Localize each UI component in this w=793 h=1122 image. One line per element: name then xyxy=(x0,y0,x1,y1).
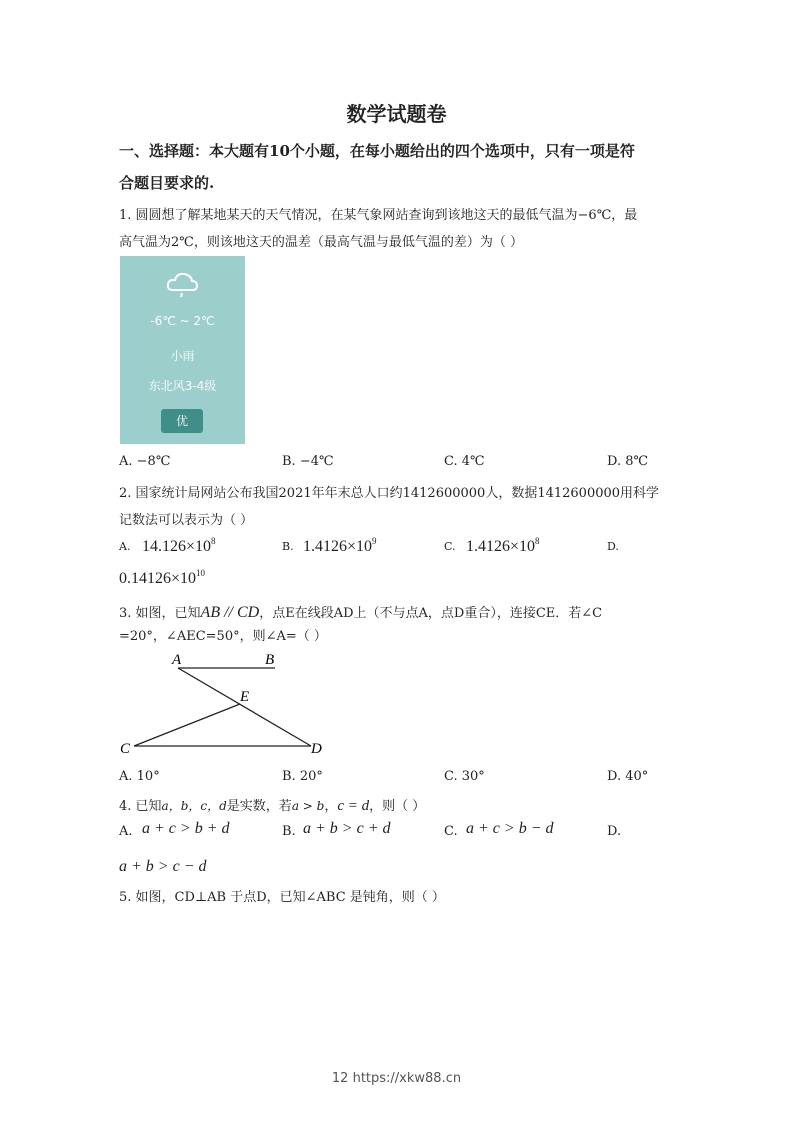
section-heading-line1: 一、选择题：本大题有10个小题，在每小题给出的四个选项中，只有一项是符 xyxy=(119,142,635,160)
segment-ce xyxy=(134,704,240,746)
q2-option-c-label: C. xyxy=(444,540,456,553)
q4-option-c-label: C. xyxy=(444,824,458,839)
q4-option-d-label: D. xyxy=(607,824,622,839)
q3-text-line2: =20°，∠AEC=50°，则∠A=（ ） xyxy=(119,629,327,644)
q2-text-line1: 2. 国家统计局网站公布我国2021年年末总人口约1412600000人，数据1412600000用科学 xyxy=(119,486,660,501)
q2-text-line2: 记数法可以表示为（ ） xyxy=(119,513,254,528)
rain-cloud-icon xyxy=(165,270,199,304)
q3-option-c: C. 30° xyxy=(444,769,485,784)
q2-option-c: $1.4126\times 10^8$ xyxy=(466,536,540,555)
air-quality-badge: 优 xyxy=(161,409,203,433)
q2-option-a: $14.126\times 10^8$ xyxy=(142,536,216,555)
q1-option-d: D. 8℃ xyxy=(607,454,649,469)
weather-condition: 小雨 xyxy=(170,349,195,363)
q2-option-b: $1.4126\times 10^9$ xyxy=(303,536,377,555)
parallel-lines-figure xyxy=(115,648,335,760)
weather-wind: 东北风3-4级 xyxy=(148,379,217,393)
q2-option-a-label: A. xyxy=(119,540,131,553)
label-e: E xyxy=(240,689,250,705)
q1-option-a: A. −8℃ xyxy=(119,454,171,469)
q4-option-a-label: A. xyxy=(119,824,133,839)
label-b: B xyxy=(265,652,275,668)
q2-option-b-label: B. xyxy=(282,540,294,553)
label-d: D xyxy=(311,741,322,757)
label-c: C xyxy=(120,741,131,757)
q3-option-a: A. 10° xyxy=(119,769,160,784)
q1-text-line1: 1. 圆圆想了解某地某天的天气情况，在某气象网站查询到该地这天的最低气温为−6℃，最 xyxy=(119,208,638,223)
q1-option-b: B. −4℃ xyxy=(282,454,334,469)
q4-option-b: a + b > c + d xyxy=(303,820,391,837)
page-title: 数学试题卷 xyxy=(346,102,447,126)
q2-option-d-label: D. xyxy=(607,540,619,553)
q1-text-line2: 高气温为2℃，则该地这天的温差（最高气温与最低气温的差）为（ ） xyxy=(119,235,523,250)
weather-temperature: -6℃ ~ 2℃ xyxy=(150,314,215,328)
q2-option-d: $0.14126\times 10^{10}$ xyxy=(119,568,206,587)
q3-text-line1: 3. 如图，已知AB // CD，点E在线段AD上（不与点A，点D重合），连接CE．若∠C xyxy=(119,604,603,621)
weather-card xyxy=(120,256,245,444)
q4-option-b-label: B. xyxy=(282,824,296,839)
q4-option-a: a + c > b + d xyxy=(142,820,230,837)
q1-option-c: C. 4℃ xyxy=(444,454,485,469)
q4-option-d: a + b > c − d xyxy=(119,858,207,875)
section-heading-line2: 合题目要求的. xyxy=(119,174,215,192)
q3-option-b: B. 20° xyxy=(282,769,323,784)
q4-option-c: a + c > b − d xyxy=(466,820,554,837)
q3-option-d: D. 40° xyxy=(607,769,649,784)
q4-text-line1: 4. 已知a，b，c，d是实数，若a > b，c = d，则（ ） xyxy=(119,798,426,814)
q5-text-line1: 5. 如图，CD⊥AB 于点D，已知∠ABC 是钝角，则（ ） xyxy=(119,890,445,905)
page-footer: 12 https://xkw88.cn xyxy=(331,1071,462,1086)
segment-ad xyxy=(178,668,311,746)
label-a: A xyxy=(172,652,182,668)
